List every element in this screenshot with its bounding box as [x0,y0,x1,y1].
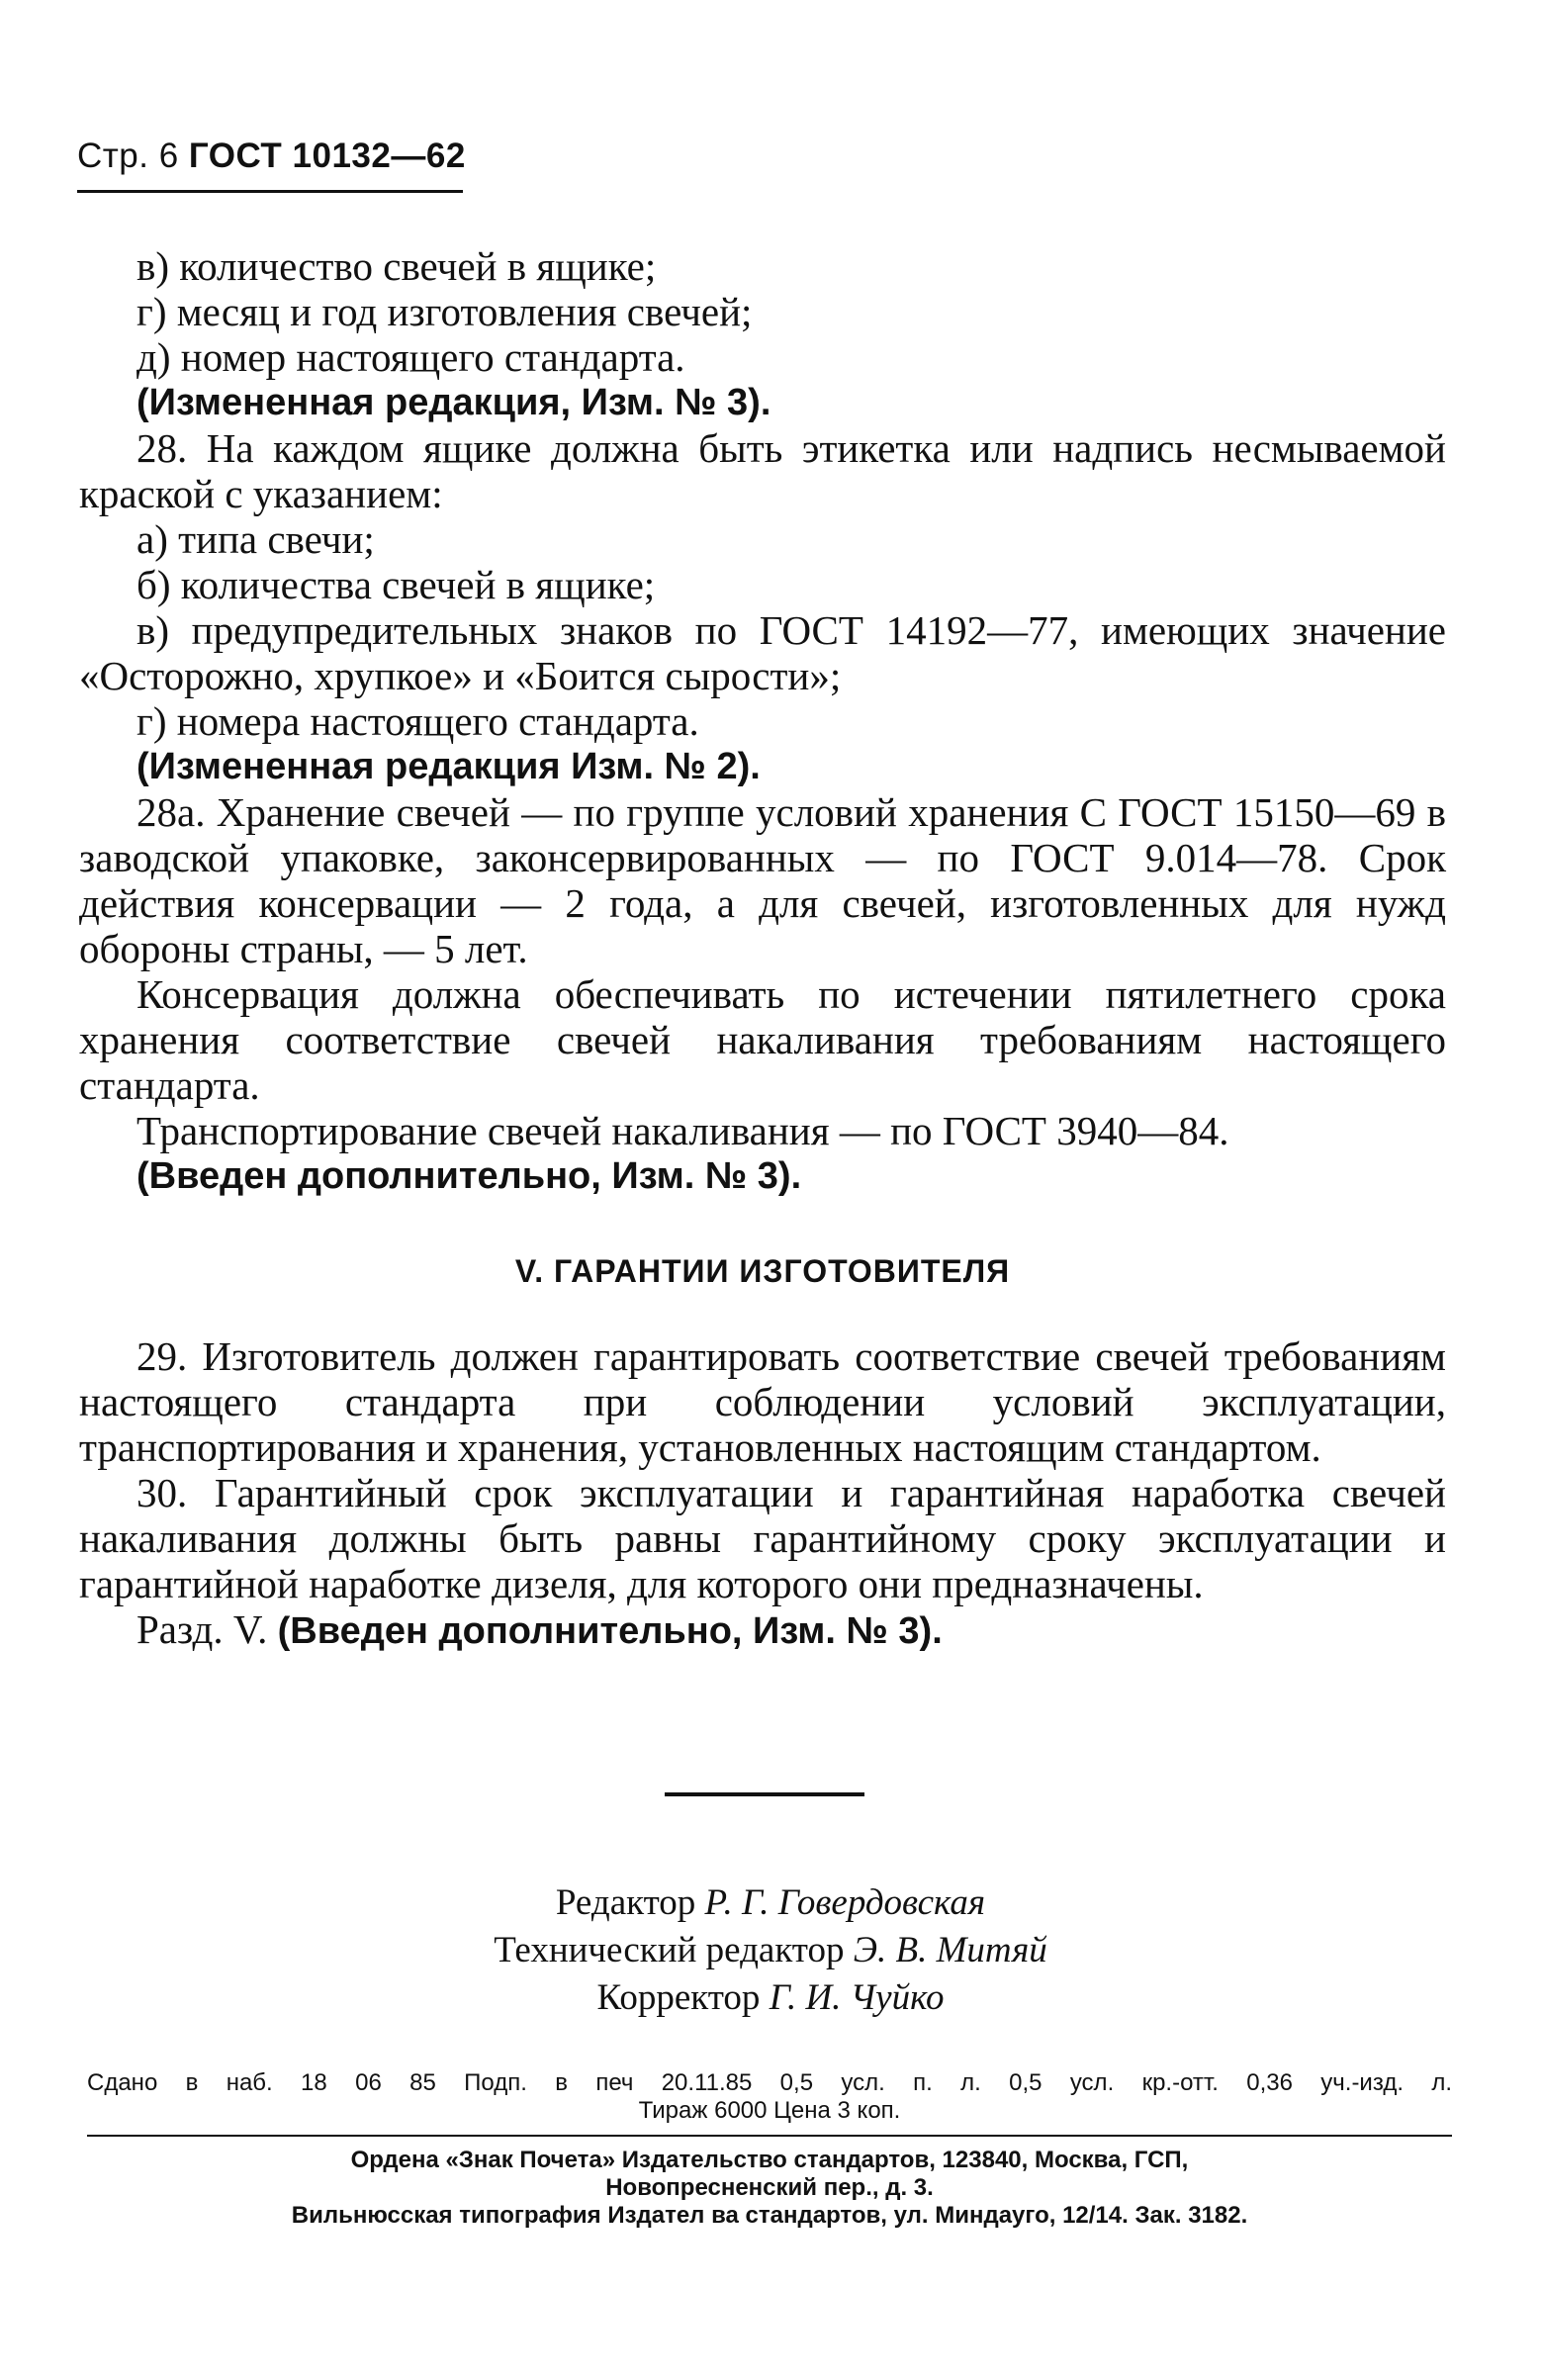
clause-28: 28. На каждом ящике должна быть этикетка или надпись несмываемой краской с указанием: [79,425,1446,516]
standard-title: ГОСТ 10132—62 [188,137,466,175]
list-item-g: г) месяц и год изготовления свечей; [136,289,753,334]
transport-paragraph: Транспортирование свечей накаливания — по ГОСТ 3940—84. [136,1108,1229,1153]
section-heading: V. ГАРАНТИИ ИЗГОТОВИТЕЛЯ [514,1253,1011,1289]
proofreader-line [0,1974,1541,2022]
divider-line [665,1792,864,1796]
section-note-bold: (Введен дополнительно, Изм. № 3). [277,1610,943,1652]
imprint-line-2: Тираж 6000 Цена 3 коп. [638,2097,901,2124]
editor-name: Р. Г. Говердовская [704,1882,986,1923]
conservation-paragraph: Консервация должна обеспечивать по истечении пятилетнего срока хранения соответствие свечей накаливания требованиям настоящего стандарта. [79,971,1446,1108]
proofreader-name: Г. И. Чуйко [769,1977,945,2018]
list-item-b: б) количества свечей в ящике; [136,562,656,607]
editor-label: Редактор [555,1882,696,1923]
list-item-d: д) номер настоящего стандарта. [136,334,685,380]
credits-block [0,1879,1541,2022]
introduced-note: (Введен дополнительно, Изм. № 3). [136,1155,802,1197]
page-number: Стр. 6 [77,137,179,175]
publisher-line-1: Ордена «Знак Почета» Издательство стандартов, 123840, Москва, ГСП, [350,2147,1189,2173]
imprint-rule [87,2135,1452,2137]
list-item-g-2: г) номера настоящего стандарта. [136,698,699,744]
proofreader-label: Корректор [596,1977,761,2018]
tech-editor-line [0,1927,1541,1974]
publisher-block [87,2147,1452,2230]
publisher-line-3: Вильнюсская типография Издател ва стандартов, ул. Миндауго, 12/14. Зак. 3182. [291,2202,1248,2229]
clause-29: 29. Изготовитель должен гарантировать соответствие свечей требованиям настоящего стандарта при соблюдении условий эксплуатации, транспортирования и хранения, установленных настоящим стандартом. [79,1333,1446,1470]
list-item-a: а) типа свечи; [136,516,375,562]
section-note-prefix: Разд. V. [136,1606,268,1652]
clause-28a: 28а. Хранение свечей — по группе условий хранения С ГОСТ 15150—69 в заводской упаковке, законсервированных — по ГОСТ 9.014—78. Срок действия консервации — 2 года, а для свечей, изготовленных для нужд обороны страны, — 5 лет. [79,789,1446,971]
editor-line [0,1879,1541,1927]
list-item-v-2: в) предупредительных знаков по ГОСТ 14192—77, имеющих значение «Осторожно, хрупкое» и «Боится сырости»; [79,607,1446,698]
page-header [77,137,466,176]
publisher-line-2: Новопресненский пер., д. 3. [605,2174,934,2201]
imprint-block [87,2069,1452,2125]
tech-editor-label: Технический редактор [494,1930,845,1970]
amendment-note-2: (Измененная редакция Изм. № 2). [136,746,761,787]
amendment-note-3: (Измененная редакция, Изм. № 3). [136,382,771,423]
list-item-v: в) количество свечей в ящике; [136,243,657,289]
tech-editor-name: Э. В. Митяй [853,1930,1047,1970]
imprint-line-1: Сдано в наб. 18 06 85 Подп. в печ 20.11.85 0,5 усл. п. л. 0,5 усл. кр.-отт. 0,36 уч.-изд. л. [87,2069,1452,2096]
document-body [79,243,1446,1654]
section-note [79,1606,1446,1654]
clause-30: 30. Гарантийный срок эксплуатации и гарантийная наработка свечей накаливания должны быть равны гарантийному сроку эксплуатации и гарантийной наработке дизеля, для которого они предназначены. [79,1470,1446,1606]
header-underline [77,190,463,193]
